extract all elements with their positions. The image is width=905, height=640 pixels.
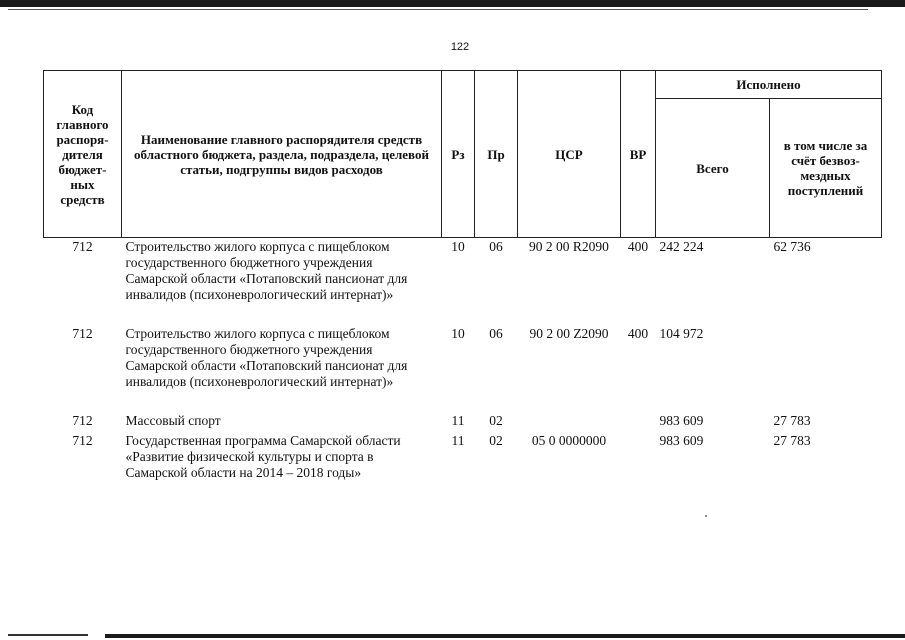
cell-pr: 06 [489, 326, 503, 341]
cell-name: Строительство жилого корпуса с пищеблоком государственного бюджетного учреждения Самарской области «Потаповский пансионат для инвалидов (психоневрологический интернат)» [125, 239, 408, 302]
cell-total: 242 224 [659, 239, 704, 254]
scan-speck [705, 515, 707, 517]
table-row [44, 325, 882, 412]
header-name: Наименование главного распорядителя средств областного бюджета, раздела, подраздела, целевой статьи, подгруппы видов расходов [122, 71, 442, 238]
scan-bottom-border [105, 634, 905, 638]
cell-rz: 10 [451, 326, 465, 341]
cell-csr [518, 412, 621, 432]
cell-code: 712 [72, 413, 93, 428]
cell-code: 712 [72, 326, 93, 341]
table-row [44, 238, 882, 326]
cell-rz: 10 [451, 239, 465, 254]
cell-name: Массовый спорт [125, 413, 221, 428]
header-csr: ЦСР [518, 71, 621, 238]
table-row [44, 432, 882, 482]
cell-including: 62 736 [773, 239, 811, 254]
cell-rz: 11 [451, 413, 465, 428]
budget-table [43, 70, 882, 482]
cell-total: 104 972 [659, 326, 704, 341]
cell-pr: 06 [489, 239, 503, 254]
header-pr: Пр [475, 71, 518, 238]
header-total: Всего [656, 99, 770, 238]
header-rz: Рз [442, 71, 475, 238]
cell-pr: 02 [489, 433, 503, 448]
cell-vr: 400 [627, 239, 649, 254]
header-code: Код главного распоря-дителя бюджет-ных средств [44, 71, 122, 238]
cell-code: 712 [72, 433, 93, 448]
cell-csr: 90 2 00 Z2090 [529, 326, 609, 341]
cell-including: 27 783 [773, 413, 811, 428]
header-including: в том числе за счёт безвоз-мездных поступлений [770, 99, 882, 238]
cell-including [770, 325, 882, 412]
table-row [44, 412, 882, 432]
cell-vr: 400 [627, 326, 649, 341]
cell-name: Строительство жилого корпуса с пищеблоком государственного бюджетного учреждения Самарской области «Потаповский пансионат для инвалидов (психоневрологический интернат)» [125, 326, 408, 389]
cell-name: Государственная программа Самарской области «Развитие физической культуры и спорта в Самарской области на 2014 – 2018 годы» [125, 433, 401, 480]
scan-top-line [8, 9, 868, 10]
cell-code: 712 [72, 239, 93, 254]
scan-bottom-line [8, 634, 88, 636]
cell-pr: 02 [489, 413, 503, 428]
cell-csr: 90 2 00 R2090 [529, 239, 609, 254]
cell-vr [621, 432, 656, 482]
page-number: 122 [450, 41, 470, 53]
cell-rz: 11 [451, 433, 465, 448]
cell-csr: 05 0 0000000 [531, 433, 607, 448]
header-executed: Исполнено [656, 71, 882, 99]
cell-vr [621, 412, 656, 432]
cell-including: 27 783 [773, 433, 811, 448]
header-vr: ВР [621, 71, 656, 238]
cell-total: 983 609 [659, 433, 704, 448]
scan-top-border [0, 0, 905, 7]
cell-total: 983 609 [659, 413, 704, 428]
